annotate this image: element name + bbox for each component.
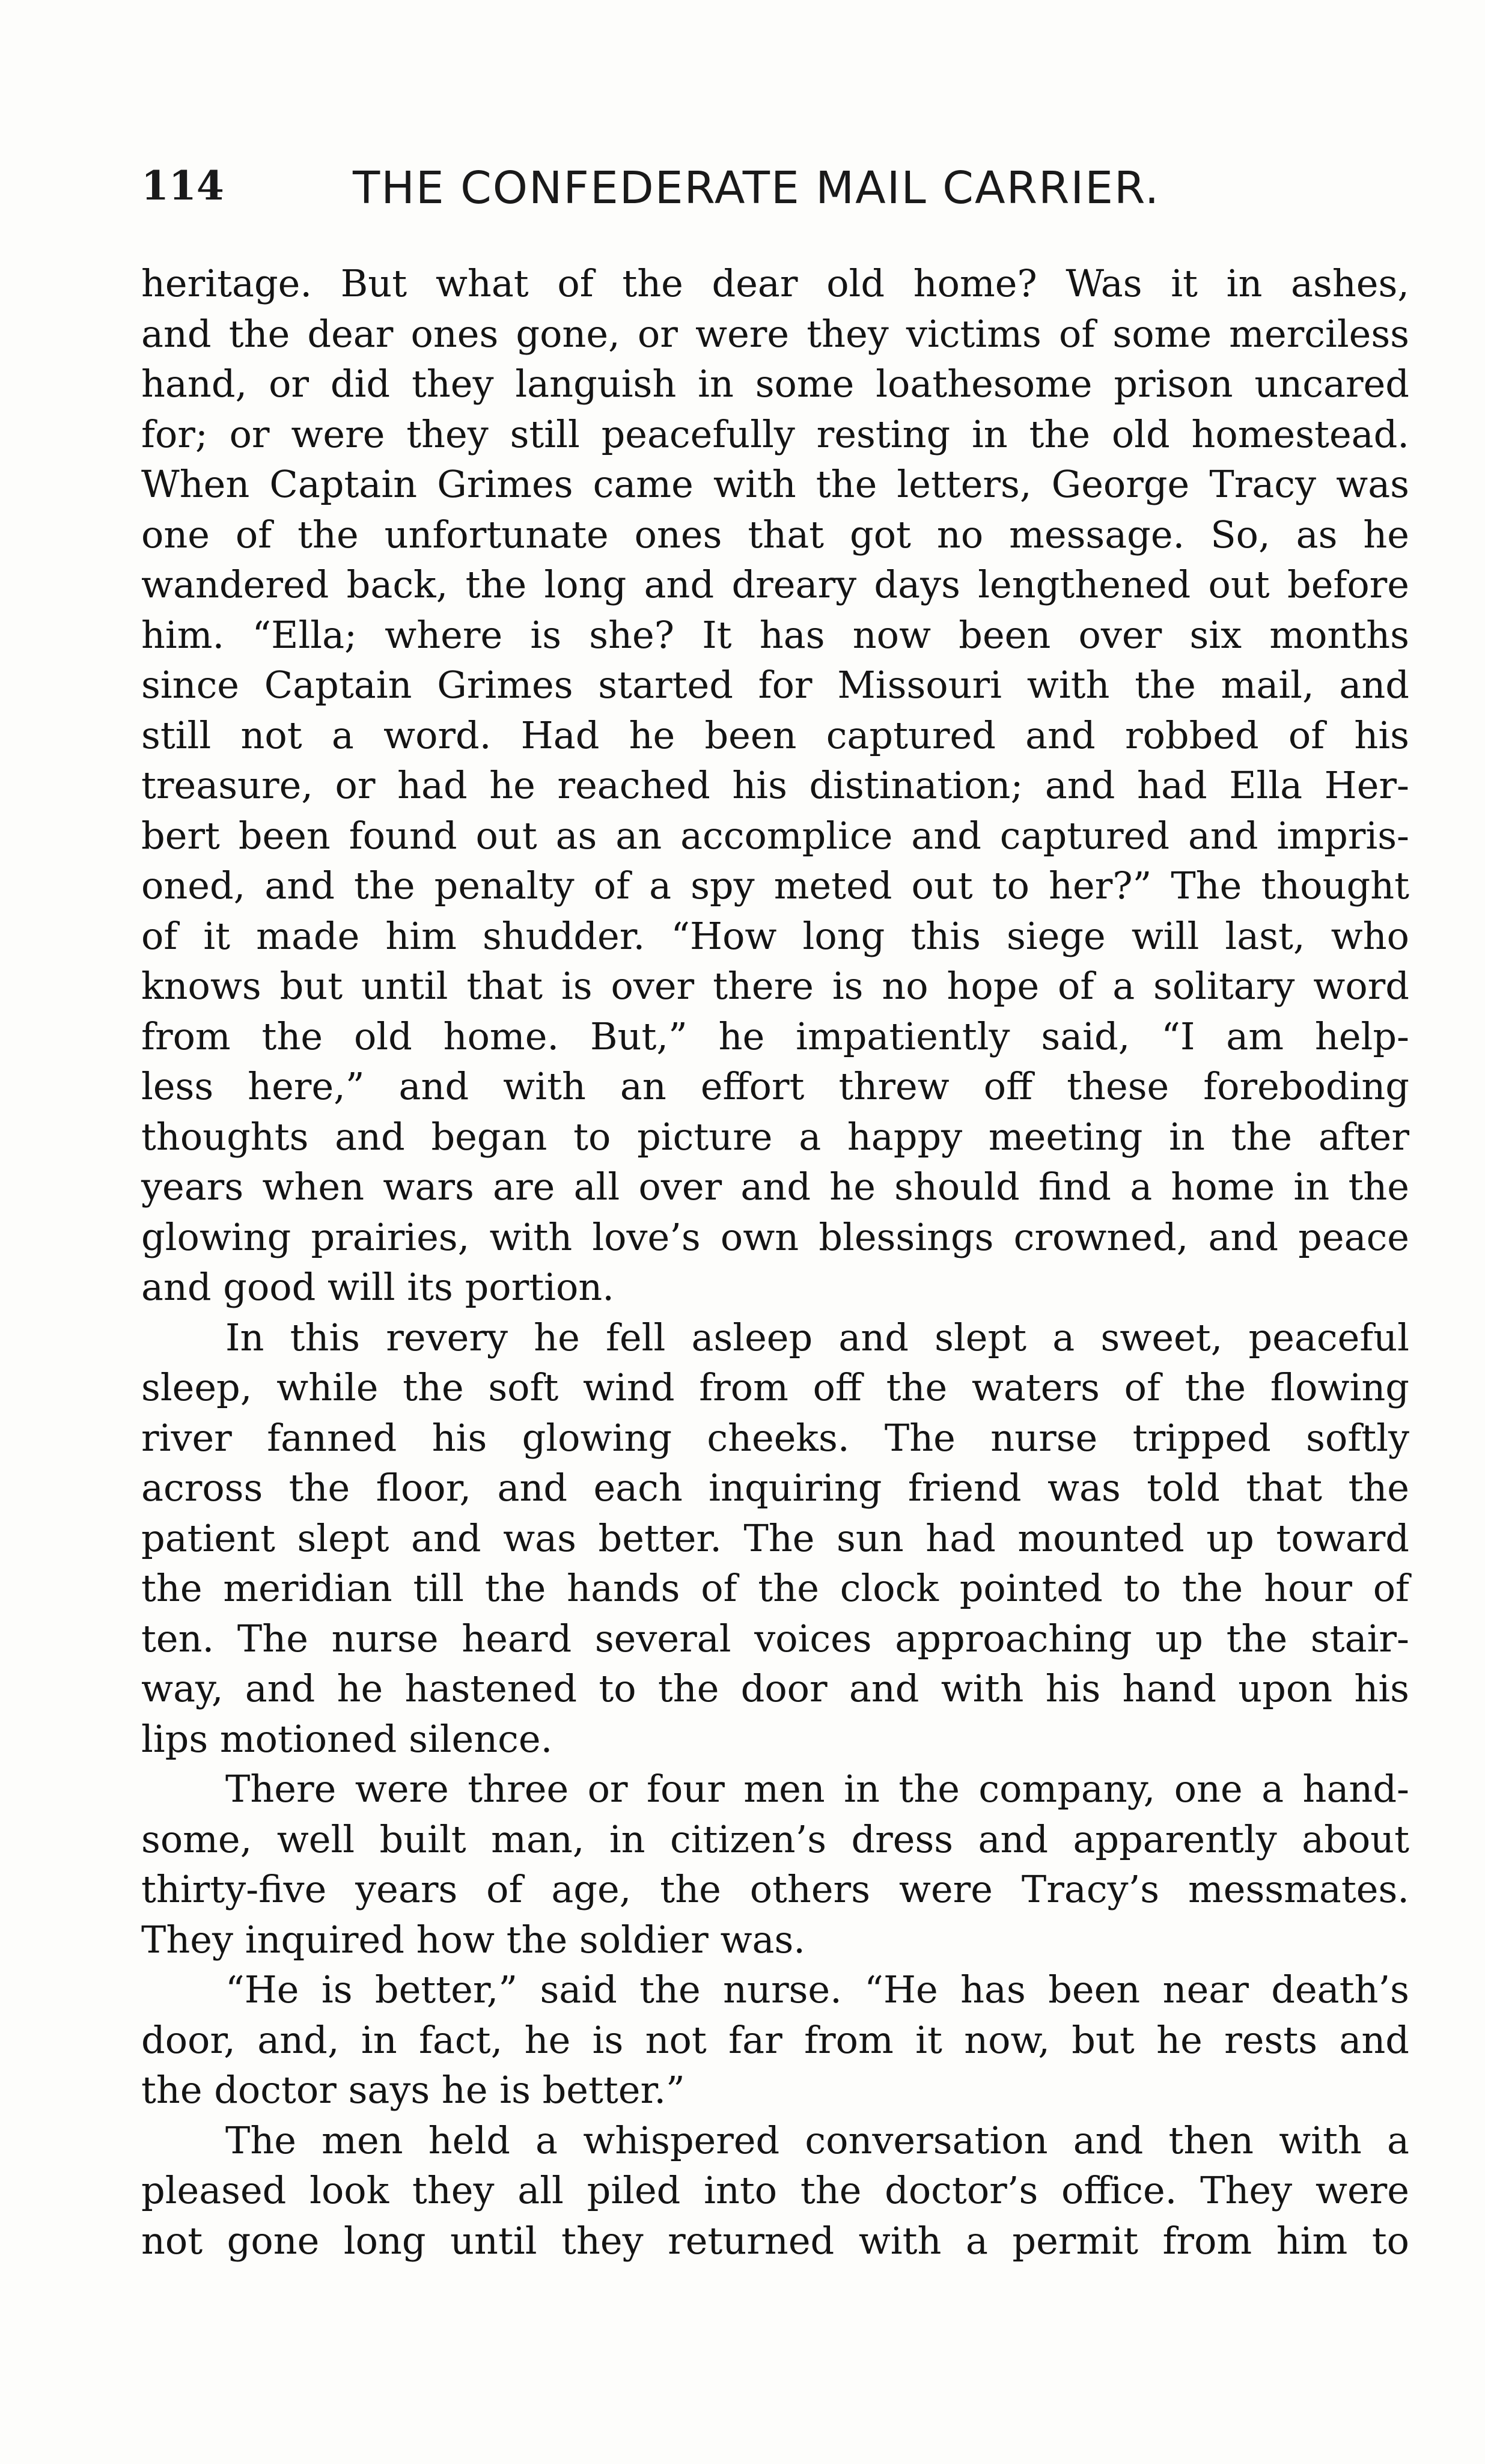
paragraph: [141, 1965, 1409, 2115]
text-line: When Captain Grimes came with the letters, George Tracy was: [141, 462, 1409, 506]
text-line: ten. The nurse heard several voices approaching up the stair-: [141, 1616, 1409, 1660]
paragraph: [141, 258, 1409, 1313]
text-line: wandered back, the long and dreary days lengthened out before: [141, 563, 1409, 606]
text-line: some, well built man, in citizen’s dress and apparently about: [141, 1817, 1409, 1861]
text-line: of it made him shudder. “How long this siege will last, who: [141, 913, 1409, 958]
text-line: thirty-five years of age, the others were Tracy’s messmates.: [141, 1867, 1409, 1911]
paragraph: [141, 2115, 1409, 2266]
text-line: sleep, while the soft wind from off the waters of the flowing: [141, 1365, 1409, 1409]
text-line: The men held a whispered conversation and then with a: [225, 2118, 1409, 2162]
text-line: There were three or four men in the company, one a hand-: [225, 1767, 1409, 1811]
text-line: way, and he hastened to the door and with his hand upon his: [141, 1667, 1409, 1710]
text-line: “He is better,” said the nurse. “He has been near death’s: [225, 1968, 1409, 2011]
text-line: treasure, or had he reached his distination; and had Ella Her-: [141, 763, 1409, 807]
text-line: the doctor says he is better.”: [141, 2068, 685, 2112]
running-head: [141, 162, 1289, 222]
text-line: not gone long until they returned with a permit from him to: [141, 2218, 1409, 2263]
book-title: THE CONFEDERATE MAIL CARRIER.: [353, 162, 1160, 214]
text-line: oned, and the penalty of a spy meted out to her?” The thought: [141, 864, 1409, 907]
text-line: bert been found out as an accomplice and captured and impris-: [141, 813, 1409, 858]
text-line: pleased look they all piled into the doctor’s office. They were: [141, 2168, 1409, 2212]
text-line: patient slept and was better. The sun had mounted up toward: [141, 1516, 1409, 1560]
text-line: for; or were they still peacefully resting in the old homestead.: [141, 412, 1409, 456]
page-number: 114: [141, 162, 224, 209]
text-line: hand, or did they languish in some loathesome prison uncared: [141, 362, 1409, 406]
text-line: less here,” and with an effort threw off these foreboding: [141, 1064, 1409, 1108]
paragraph: [141, 1313, 1409, 1764]
text-line: years when wars are all over and he should find a home in the: [141, 1165, 1409, 1209]
paragraph: [141, 1764, 1409, 1965]
text-line: and good will its portion.: [141, 1265, 614, 1309]
text-line: knows but until that is over there is no hope of a solitary word: [141, 964, 1409, 1008]
text-line: since Captain Grimes started for Missouri with the mail, and: [141, 663, 1409, 707]
body-text: [141, 258, 1409, 2266]
text-line: one of the unfortunate ones that got no message. So, as he: [141, 512, 1409, 557]
text-line: In this revery he fell asleep and slept a sweet, peaceful: [225, 1315, 1409, 1359]
text-line: They inquired how the soldier was.: [141, 1917, 806, 1962]
text-line: lips motioned silence.: [141, 1716, 553, 1761]
text-line: and the dear ones gone, or were they victims of some merciless: [141, 311, 1409, 356]
text-line: river fanned his glowing cheeks. The nurse tripped softly: [141, 1415, 1409, 1460]
text-line: thoughts and began to picture a happy meeting in the after: [141, 1114, 1409, 1159]
text-line: glowing prairies, with love’s own blessings crowned, and peace: [141, 1215, 1409, 1259]
text-line: still not a word. Had he been captured and robbed of his: [141, 713, 1409, 757]
text-line: from the old home. But,” he impatiently said, “I am help-: [141, 1014, 1409, 1058]
text-line: heritage. But what of the dear old home? Was it in ashes,: [141, 261, 1409, 305]
text-line: him. “Ella; where is she? It has now been over six months: [141, 612, 1409, 657]
text-line: across the floor, and each inquiring friend was told that the: [141, 1466, 1409, 1510]
text-line: the meridian till the hands of the clock pointed to the hour of: [141, 1566, 1409, 1610]
text-line: door, and, in fact, he is not far from it now, but he rests and: [141, 2017, 1409, 2062]
